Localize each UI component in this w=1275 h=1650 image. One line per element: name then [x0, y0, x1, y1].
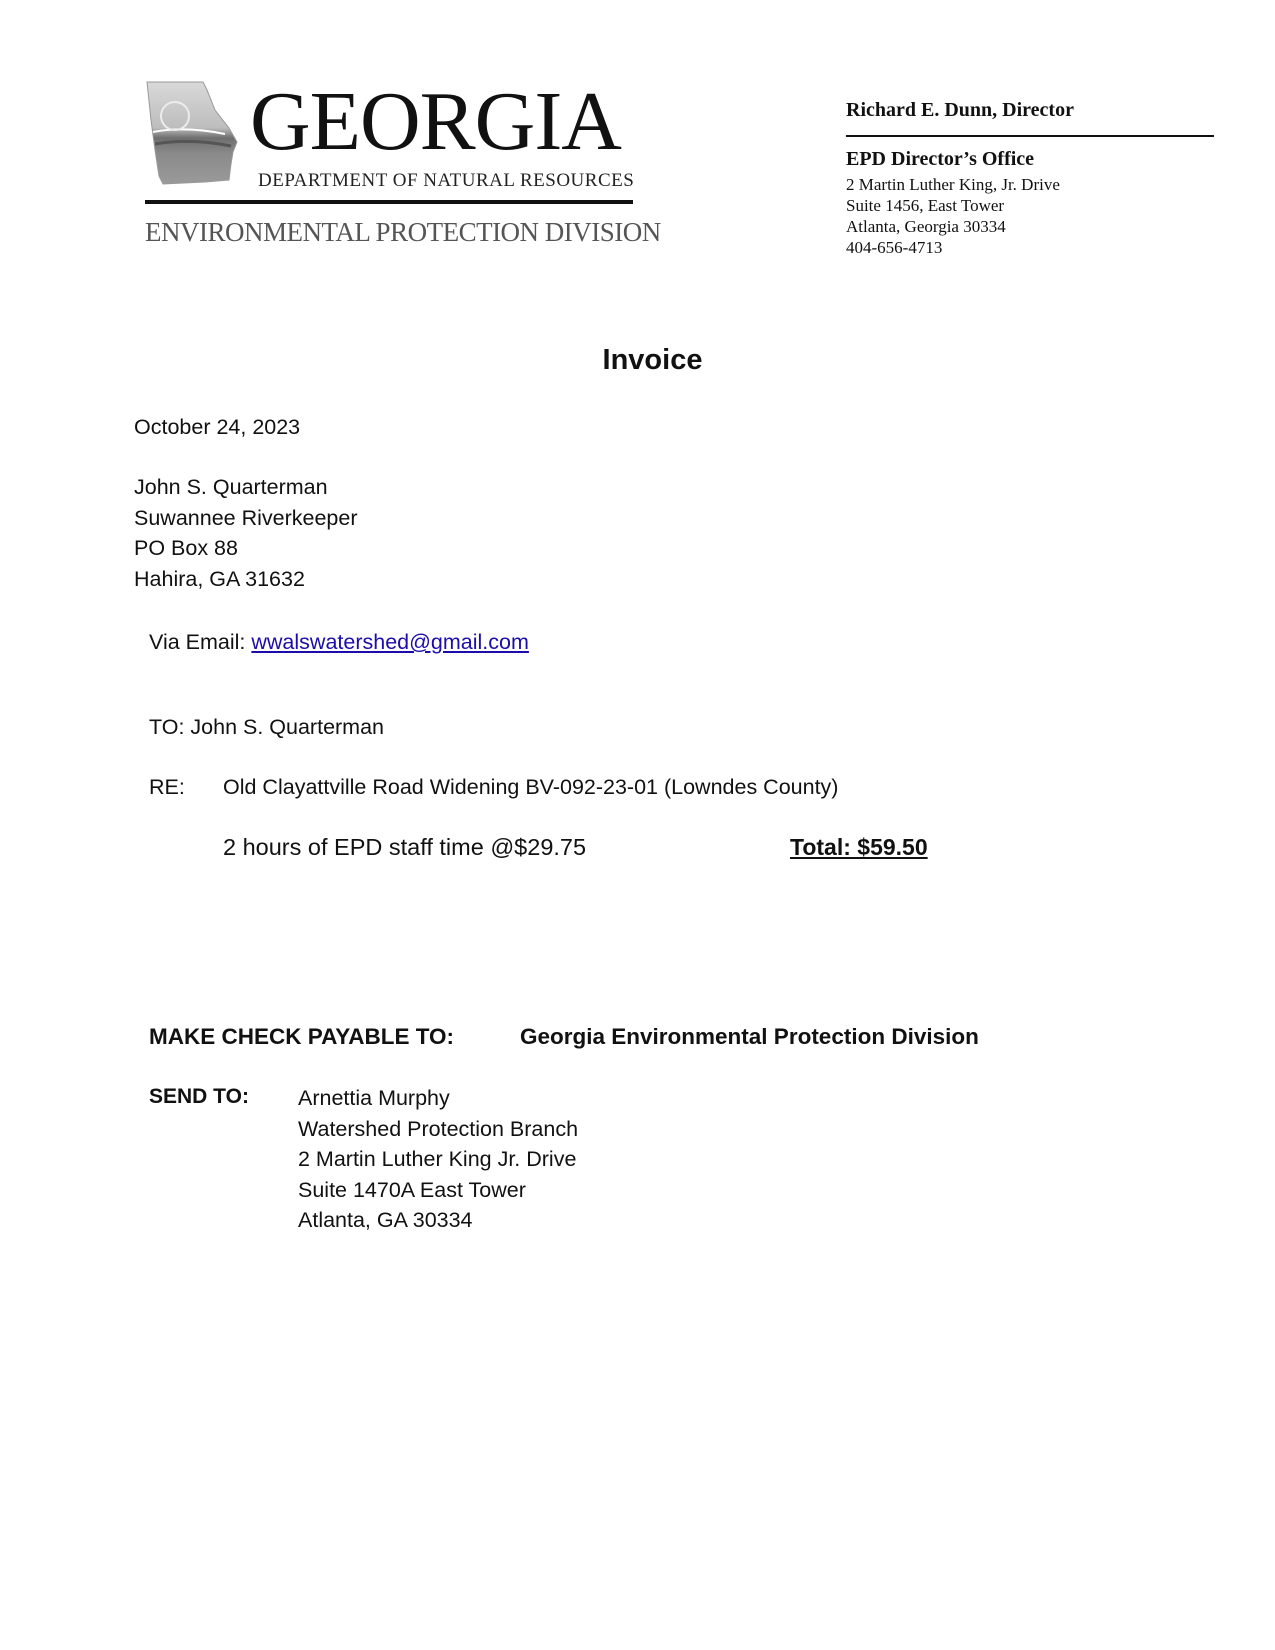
send-to-line: Watershed Protection Branch — [298, 1116, 579, 1141]
office-address-line: Atlanta, Georgia 30334 — [846, 217, 1006, 236]
send-to-line: Arnettia Murphy — [298, 1086, 450, 1110]
logo-divider — [145, 200, 633, 204]
payable-value: Georgia Environmental Protection Division — [520, 1024, 979, 1049]
office-phone: 404-656-4713 — [846, 238, 943, 257]
re-label: RE: — [149, 775, 185, 799]
email-link[interactable]: wwalswatershed@gmail.com — [251, 630, 529, 654]
logo-word: GEORGIA — [250, 75, 621, 168]
page-title: Invoice — [602, 344, 703, 376]
via-email-line — [149, 627, 529, 658]
via-email-label: Via Email: — [149, 630, 252, 654]
to-line: TO: John S. Quarterman — [149, 715, 385, 739]
payable-label: MAKE CHECK PAYABLE TO: — [149, 1024, 455, 1049]
send-to-address — [298, 1083, 578, 1236]
georgia-epd-logo — [145, 75, 661, 250]
send-to-line: Suite 1470A East Tower — [298, 1177, 526, 1202]
logo-department: DEPARTMENT OF NATURAL RESOURCES — [258, 170, 635, 191]
invoice-total: Total: $59.50 — [790, 834, 928, 860]
recipient-line: Suwannee Riverkeeper — [134, 505, 358, 530]
recipient-line: John S. Quarterman — [134, 475, 328, 499]
send-to-line: 2 Martin Luther King Jr. Drive — [298, 1147, 577, 1171]
office-address-line: 2 Martin Luther King, Jr. Drive — [846, 175, 1060, 194]
send-to-label: SEND TO: — [149, 1085, 249, 1108]
recipient-line: Hahira, GA 31632 — [134, 566, 305, 591]
re-subject: Old Clayattville Road Widening BV-092-23-01 (Lowndes County) — [223, 775, 839, 799]
recipient-line: PO Box 88 — [134, 536, 238, 560]
director-name: Richard E. Dunn, Director — [846, 99, 1074, 121]
header-divider — [846, 135, 1214, 137]
office-address-line: Suite 1456, East Tower — [846, 196, 1005, 215]
send-to-line: Atlanta, GA 30334 — [298, 1208, 473, 1232]
office-title: EPD Director’s Office — [846, 148, 1035, 170]
recipient-address — [134, 472, 358, 594]
invoice-date: October 24, 2023 — [134, 415, 301, 439]
georgia-map-icon — [145, 80, 245, 195]
logo-division: ENVIRONMENTAL PROTECTION DIVISION — [145, 217, 661, 247]
line-item: 2 hours of EPD staff time @$29.75 — [223, 834, 587, 860]
